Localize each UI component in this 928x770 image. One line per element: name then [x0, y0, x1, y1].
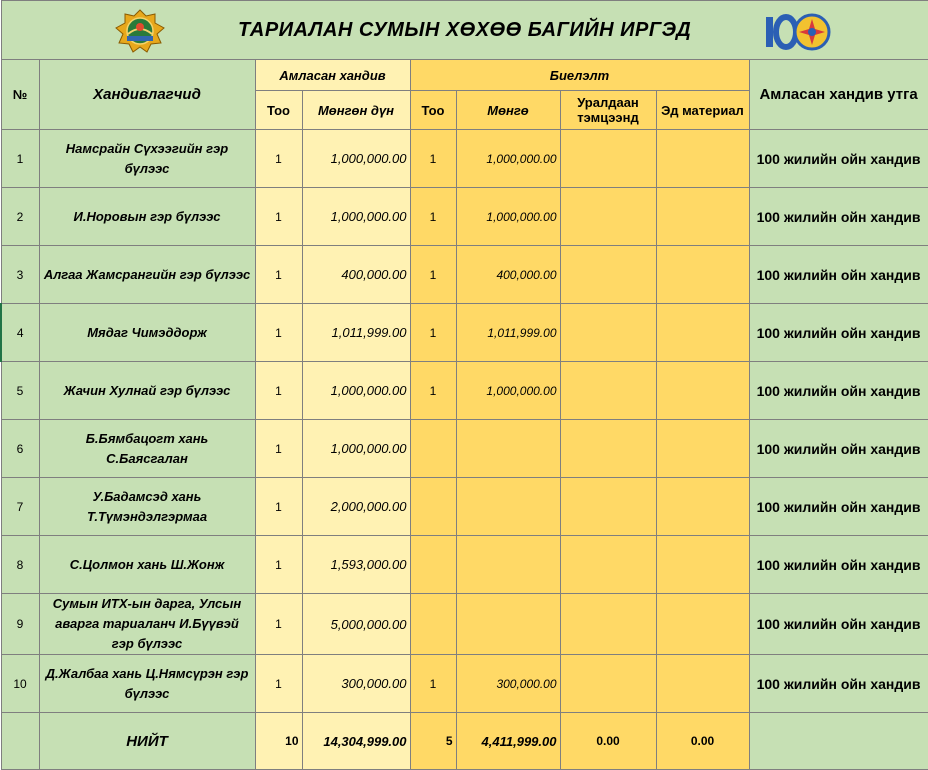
table-row [1, 420, 928, 478]
material-amount[interactable] [656, 188, 749, 246]
recipient-name[interactable]: Б.Бямбацогт хань С.Баясгалан [39, 420, 255, 478]
row-num[interactable]: 1 [1, 130, 39, 188]
col-header-num[interactable]: № [1, 60, 39, 130]
table-row [1, 188, 928, 246]
fulfilled-money[interactable]: 1,011,999.00 [456, 304, 560, 362]
table-body [1, 130, 928, 713]
competition-amount[interactable] [560, 536, 656, 594]
donation-note[interactable]: 100 жилийн ойн хандив [749, 536, 928, 594]
pledged-amount[interactable]: 1,593,000.00 [302, 536, 410, 594]
fulfilled-money[interactable]: 1,000,000.00 [456, 188, 560, 246]
total-label[interactable]: НИЙТ [39, 713, 255, 770]
donation-note[interactable]: 100 жилийн ойн хандив [749, 188, 928, 246]
table-row [1, 655, 928, 713]
donation-note[interactable]: 100 жилийн ойн хандив [749, 420, 928, 478]
recipient-name[interactable]: У.Бадамсэд хань Т.Түмэндэлгэрмаа [39, 478, 255, 536]
recipient-name[interactable]: С.Цолмон хань Ш.Жонж [39, 536, 255, 594]
donation-note[interactable]: 100 жилийн ойн хандив [749, 478, 928, 536]
row-num[interactable]: 8 [1, 536, 39, 594]
competition-amount[interactable] [560, 362, 656, 420]
col-header-pledged-count[interactable]: Тоо [255, 91, 302, 130]
group-header-pledged[interactable]: Амласан хандив [255, 60, 410, 91]
row-num[interactable]: 10 [1, 655, 39, 713]
competition-amount[interactable] [560, 188, 656, 246]
fulfilled-count[interactable]: 1 [410, 655, 456, 713]
pledged-count[interactable]: 1 [255, 655, 302, 713]
material-amount[interactable] [656, 536, 749, 594]
pledged-amount[interactable]: 1,011,999.00 [302, 304, 410, 362]
col-header-competition[interactable]: Уралдаан тэмцээнд [560, 91, 656, 130]
fulfilled-money[interactable]: 400,000.00 [456, 246, 560, 304]
col-header-note[interactable]: Амласан хандив утга [749, 60, 928, 130]
total-competition[interactable]: 0.00 [560, 713, 656, 770]
pledged-amount[interactable]: 1,000,000.00 [302, 420, 410, 478]
fulfilled-count[interactable]: 1 [410, 130, 456, 188]
competition-amount[interactable] [560, 420, 656, 478]
material-amount[interactable] [656, 478, 749, 536]
group-header-fulfilled[interactable]: Биелэлт [410, 60, 749, 91]
donation-note[interactable]: 100 жилийн ойн хандив [749, 246, 928, 304]
pledged-count[interactable]: 1 [255, 536, 302, 594]
row-num[interactable]: 2 [1, 188, 39, 246]
fulfilled-count[interactable]: 1 [410, 362, 456, 420]
competition-amount[interactable] [560, 304, 656, 362]
material-amount[interactable] [656, 246, 749, 304]
fulfilled-money[interactable] [456, 420, 560, 478]
recipient-name[interactable]: Д.Жалбаа хань Ц.Нямсүрэн гэр бүлээс [39, 655, 255, 713]
total-num-cell[interactable] [1, 713, 39, 770]
fulfilled-count[interactable]: 1 [410, 246, 456, 304]
donation-note[interactable]: 100 жилийн ойн хандив [749, 130, 928, 188]
material-amount[interactable] [656, 594, 749, 655]
soum-emblem-icon [114, 9, 166, 53]
pledged-amount[interactable]: 300,000.00 [302, 655, 410, 713]
pledged-count[interactable]: 1 [255, 188, 302, 246]
row-num[interactable]: 5 [1, 362, 39, 420]
table-row [1, 594, 928, 655]
fulfilled-count[interactable]: 1 [410, 304, 456, 362]
col-header-recipient[interactable]: Хандивлагчид [39, 60, 255, 130]
donation-note[interactable]: 100 жилийн ойн хандив [749, 655, 928, 713]
pledged-count[interactable]: 1 [255, 594, 302, 655]
table-row [1, 304, 928, 362]
fulfilled-money[interactable]: 1,000,000.00 [456, 130, 560, 188]
centenary-100-logo-icon [762, 9, 838, 53]
fulfilled-money[interactable]: 1,000,000.00 [456, 362, 560, 420]
fulfilled-money[interactable] [456, 536, 560, 594]
fulfilled-money[interactable] [456, 478, 560, 536]
fulfilled-count[interactable] [410, 478, 456, 536]
pledged-amount[interactable]: 1,000,000.00 [302, 362, 410, 420]
row-num[interactable]: 6 [1, 420, 39, 478]
table-row [1, 478, 928, 536]
competition-amount[interactable] [560, 594, 656, 655]
fulfilled-count[interactable] [410, 594, 456, 655]
fulfilled-count[interactable] [410, 420, 456, 478]
col-header-fulfilled-count[interactable]: Тоо [410, 91, 456, 130]
total-pledged-count[interactable]: 10 [255, 713, 302, 770]
total-fulfilled-money[interactable]: 4,411,999.00 [456, 713, 560, 770]
donation-note[interactable]: 100 жилийн ойн хандив [749, 362, 928, 420]
row-num[interactable]: 7 [1, 478, 39, 536]
pledged-amount[interactable]: 400,000.00 [302, 246, 410, 304]
material-amount[interactable] [656, 304, 749, 362]
col-header-fulfilled-money[interactable]: Мөнгө [456, 91, 560, 130]
material-amount[interactable] [656, 130, 749, 188]
total-material[interactable]: 0.00 [656, 713, 749, 770]
table-row [1, 130, 928, 188]
competition-amount[interactable] [560, 246, 656, 304]
competition-amount[interactable] [560, 655, 656, 713]
pledged-amount[interactable]: 5,000,000.00 [302, 594, 410, 655]
table-row [1, 246, 928, 304]
page-title: ТАРИАЛАН СУМЫН ХӨХӨӨ БАГИЙН ИРГЭД [237, 18, 692, 41]
material-amount[interactable] [656, 362, 749, 420]
title-cell[interactable] [1, 1, 928, 60]
row-num[interactable]: 4 [1, 304, 39, 362]
total-row [1, 713, 928, 770]
total-pledged-amount[interactable]: 14,304,999.00 [302, 713, 410, 770]
col-header-pledged-amount[interactable]: Мөнгөн дүн [302, 91, 410, 130]
col-header-material[interactable]: Эд материал [656, 91, 749, 130]
recipient-name[interactable]: Алгаа Жамсрангийн гэр бүлээс [39, 246, 255, 304]
pledged-amount[interactable]: 1,000,000.00 [302, 130, 410, 188]
recipient-name[interactable]: Жачин Хулнай гэр бүлээс [39, 362, 255, 420]
table-row [1, 536, 928, 594]
row-num[interactable]: 9 [1, 594, 39, 655]
recipient-name[interactable]: Мядаг Чимэддорж [39, 304, 255, 362]
total-note[interactable] [749, 713, 928, 770]
material-amount[interactable] [656, 420, 749, 478]
competition-amount[interactable] [560, 478, 656, 536]
pledged-count[interactable]: 1 [255, 130, 302, 188]
material-amount[interactable] [656, 655, 749, 713]
recipient-name[interactable]: Сумын ИТХ-ын дарга, Улсын аварга тариаланч И.Бүүвэй гэр бүлээс [39, 594, 255, 655]
pledged-count[interactable]: 1 [255, 304, 302, 362]
fulfilled-money[interactable]: 300,000.00 [456, 655, 560, 713]
pledged-count[interactable]: 1 [255, 362, 302, 420]
table-row [1, 362, 928, 420]
pledged-count[interactable]: 1 [255, 246, 302, 304]
recipient-name[interactable]: Намсрайн Сүхээгийн гэр бүлээс [39, 130, 255, 188]
fulfilled-count[interactable]: 1 [410, 188, 456, 246]
fulfilled-money[interactable] [456, 594, 560, 655]
pledged-amount[interactable]: 2,000,000.00 [302, 478, 410, 536]
fulfilled-count[interactable] [410, 536, 456, 594]
pledged-count[interactable]: 1 [255, 478, 302, 536]
pledged-amount[interactable]: 1,000,000.00 [302, 188, 410, 246]
total-fulfilled-count[interactable]: 5 [410, 713, 456, 770]
donation-note[interactable]: 100 жилийн ойн хандив [749, 304, 928, 362]
pledged-count[interactable]: 1 [255, 420, 302, 478]
row-num[interactable]: 3 [1, 246, 39, 304]
donation-note[interactable]: 100 жилийн ойн хандив [749, 594, 928, 655]
recipient-name[interactable]: И.Норовын гэр бүлээс [39, 188, 255, 246]
competition-amount[interactable] [560, 130, 656, 188]
